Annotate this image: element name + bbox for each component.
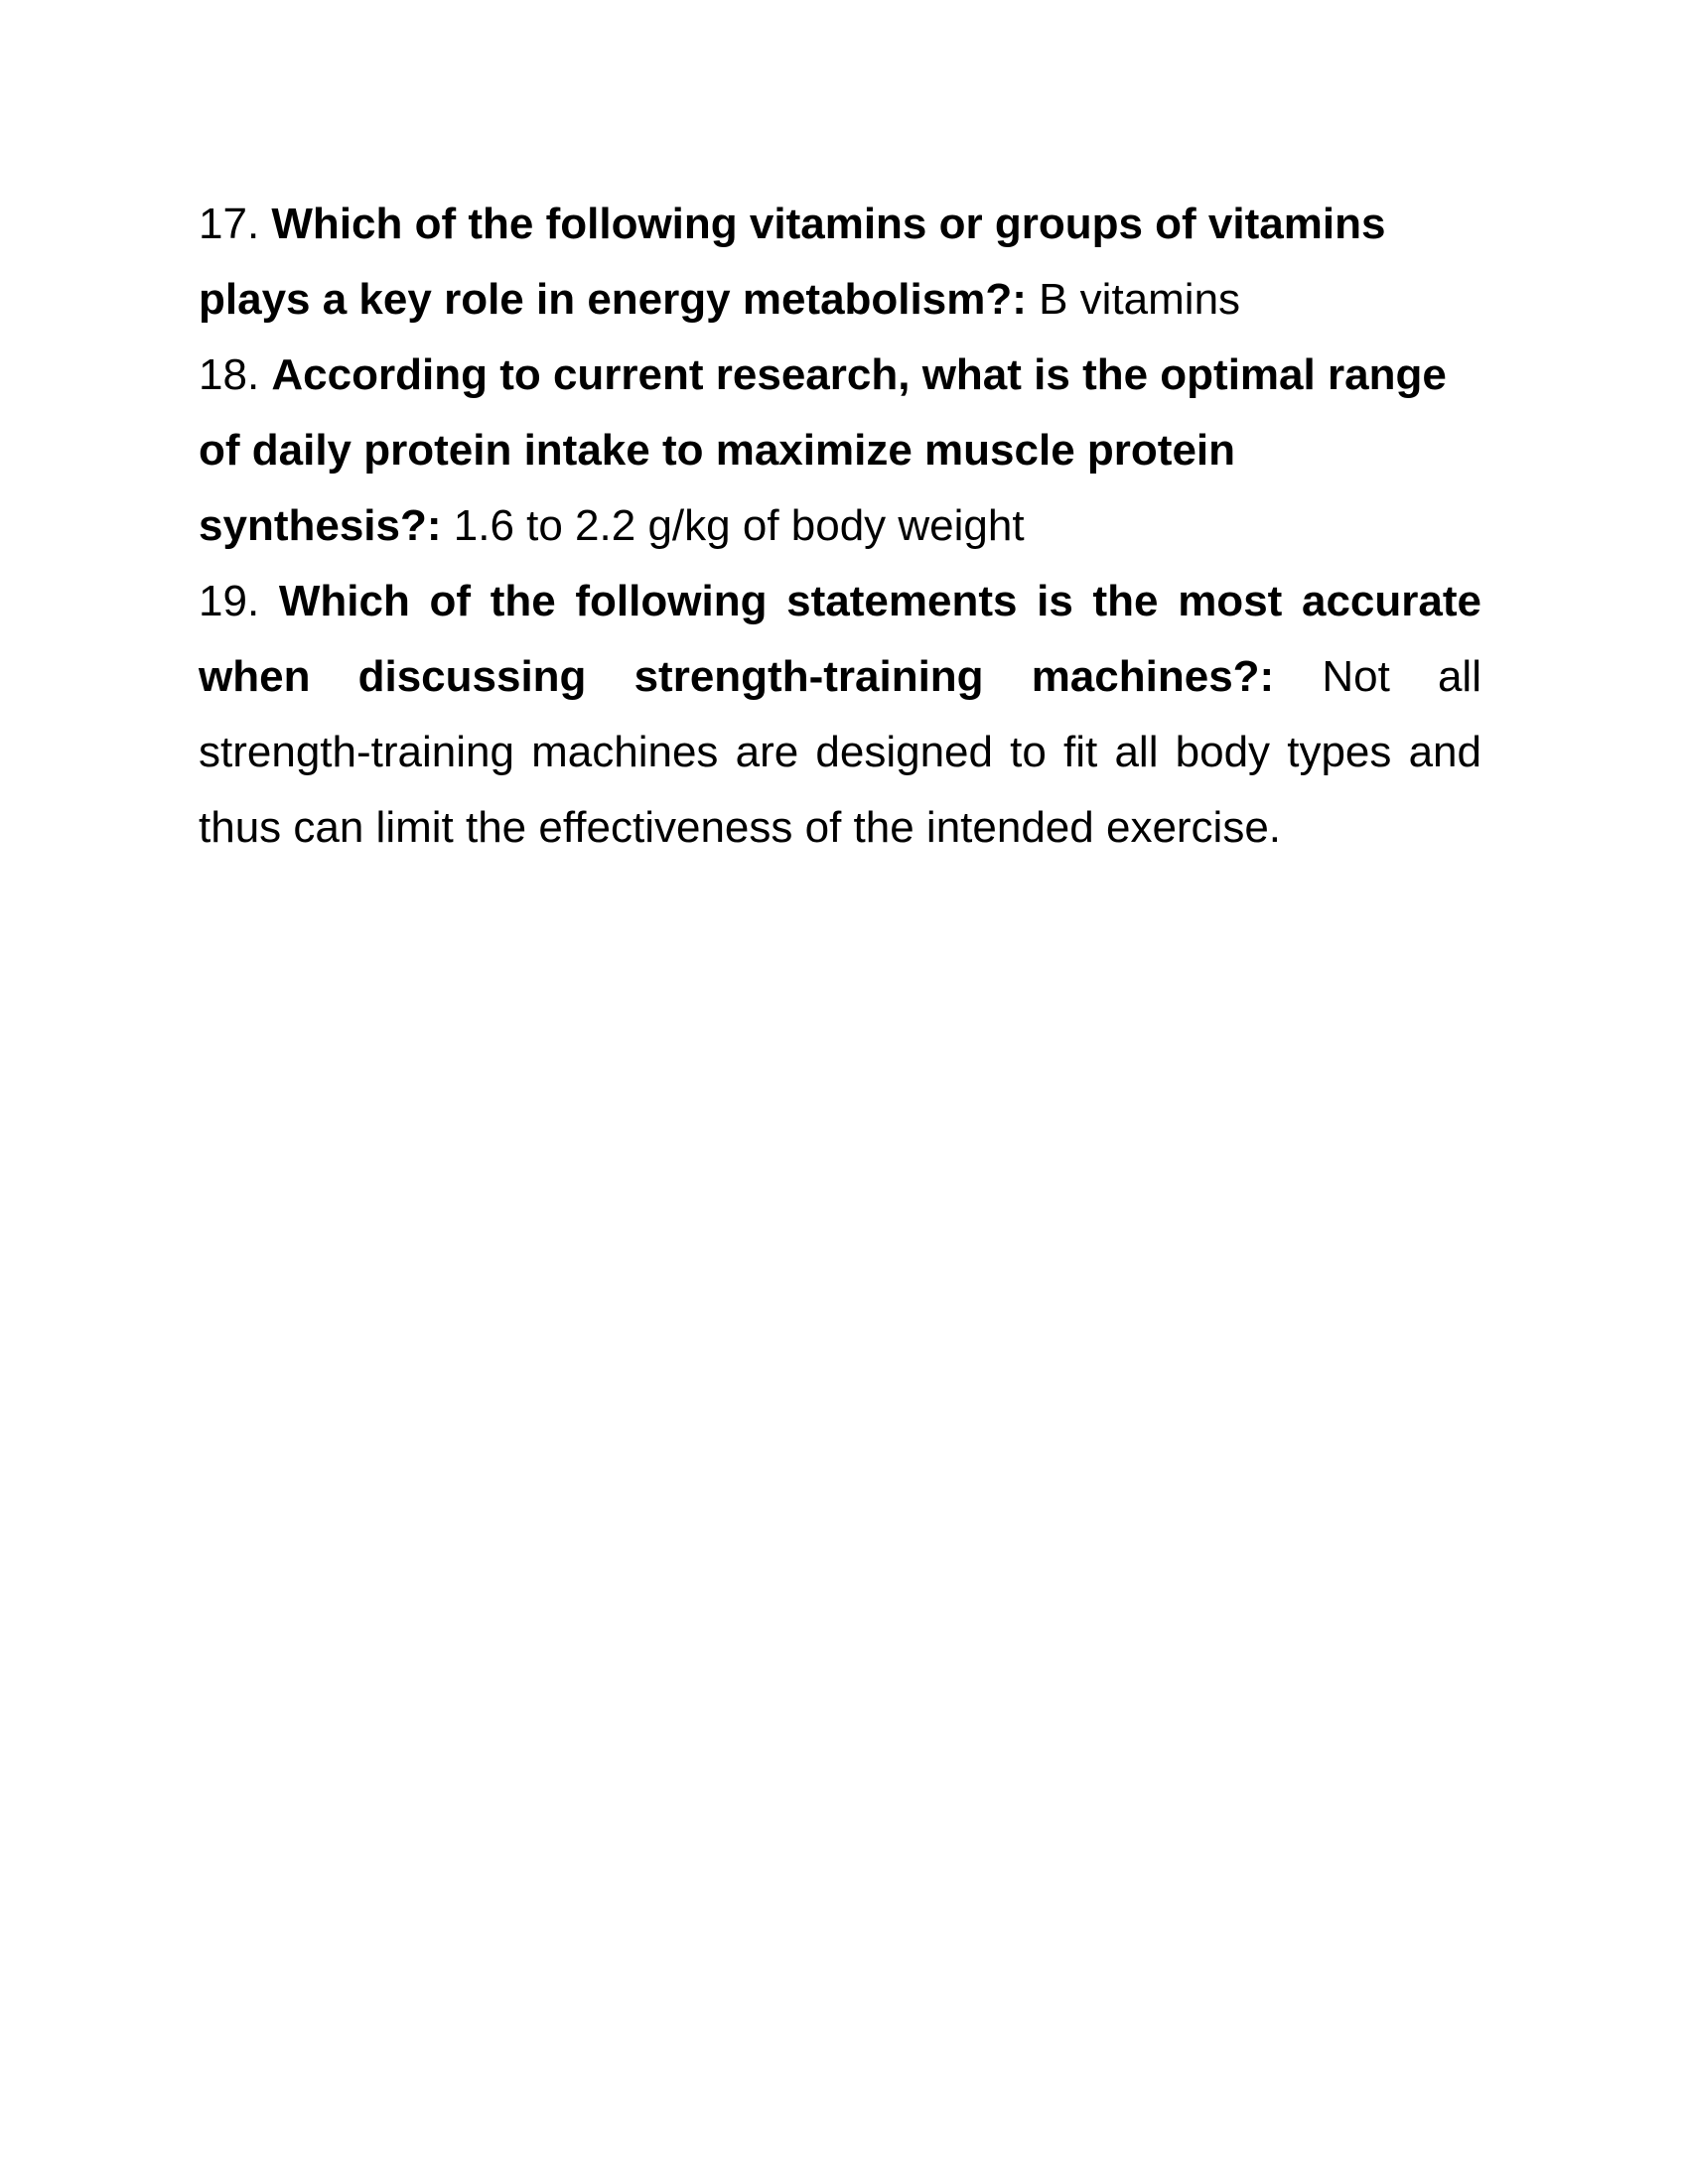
question-number: 19. [199,577,260,625]
answer-text: 1.6 to 2.2 g/kg of body weight [453,501,1025,550]
answer-text: Not all strength-training machines are designed to fit all body types and thus can limit the effectiveness of the intended exercise. [199,652,1481,852]
qa-item-17 [199,187,1481,338]
question-text: According to current research, what is the optimal range of daily protein intake to maximize muscle protein synthesis?: [199,350,1447,550]
qa-item-18 [199,338,1481,564]
question-text: Which of the following vitamins or groups of vitamins plays a key role in energy metabolism?: [199,200,1386,324]
question-text: Which of the following statements is the most accurate when discussing strength-training machines?: [199,577,1481,701]
qa-item-19 [199,564,1481,866]
qa-list [199,187,1481,866]
question-number: 17. [199,200,260,248]
answer-text: B vitamins [1039,275,1241,324]
question-number: 18. [199,350,260,399]
